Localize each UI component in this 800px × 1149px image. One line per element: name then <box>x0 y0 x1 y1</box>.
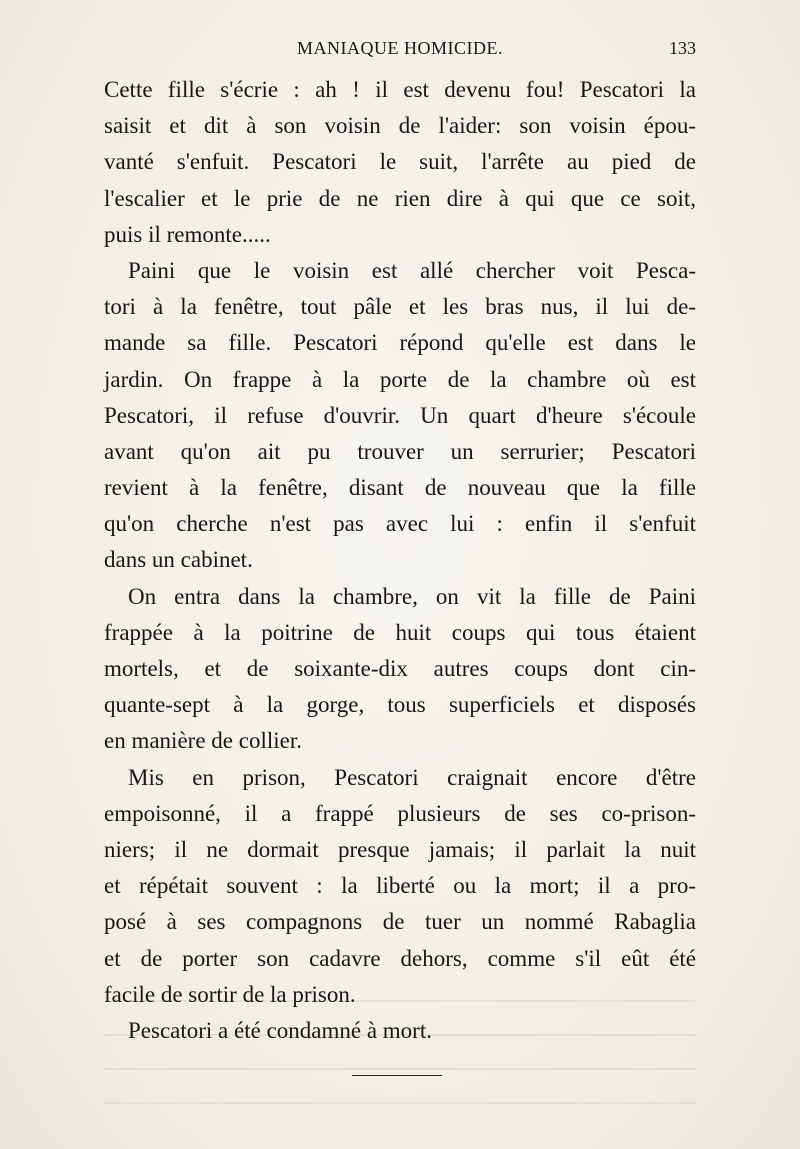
body-text <box>104 72 696 1049</box>
text-line: saisit et dit à son voisin de l'aider: son voisin épou- <box>104 113 696 139</box>
text-line: frappée à la poitrine de huit coups qui tous étaient <box>104 619 696 645</box>
text-line: vanté s'enfuit. Pescatori le suit, l'arrête au pied de <box>104 149 696 175</box>
text-line: qu'on cherche n'est pas avec lui : enfin il s'enfuit <box>104 511 696 537</box>
text-line: Cette fille s'écrie : ah ! il est devenu fou! Pescatori la <box>104 77 696 102</box>
running-title: MANIAQUE HOMICIDE. <box>297 38 503 58</box>
text-line: puis il remonte..... <box>104 221 271 247</box>
text-line: mande sa fille. Pescatori répond qu'elle est dans le <box>104 330 696 356</box>
text-line: dans un cabinet. <box>104 547 253 573</box>
page-number: 133 <box>669 38 696 58</box>
text-line: revient à la fenêtre, disant de nouveau que la fille <box>104 475 696 501</box>
text-line: Mis en prison, Pescatori craignait encore d'être <box>128 764 696 790</box>
page-header <box>104 38 696 62</box>
text-line: empoisonné, il a frappé plusieurs de ses co-prison- <box>104 800 696 826</box>
text-line: On entra dans la chambre, on vit la fille de Paini <box>128 583 696 609</box>
text-line: avant qu'on ait pu trouver un serrurier; Pescatori <box>104 438 696 464</box>
end-rule <box>352 1075 442 1076</box>
text-line: Paini que le voisin est allé chercher voit Pesca- <box>128 257 696 283</box>
text-line: niers; il ne dormait presque jamais; il parlait la nuit <box>104 836 696 862</box>
text-line: mortels, et de soixante-dix autres coups dont cin- <box>104 656 696 681</box>
text-line: et répétait souvent : la liberté ou la mort; il a pro- <box>104 873 696 899</box>
text-line: tori à la fenêtre, tout pâle et les bras nus, il lui de- <box>104 294 696 320</box>
text-line: facile de sortir de la prison. <box>104 981 356 1007</box>
text-line: jardin. On frappe à la porte de la chambre où est <box>104 366 696 392</box>
text-line: quante-sept à la gorge, tous superficiels et disposés <box>104 692 696 718</box>
text-line: posé à ses compagnons de tuer un nommé Rabaglia <box>104 909 696 935</box>
text-line: l'escalier et le prie de ne rien dire à qui que ce soit, <box>104 185 696 211</box>
text-line: et de porter son cadavre dehors, comme s'il eût été <box>104 945 696 971</box>
text-line: en manière de collier. <box>104 728 302 754</box>
text-line: Pescatori a été condamné à mort. <box>128 1017 432 1043</box>
text-line: Pescatori, il refuse d'ouvrir. Un quart d'heure s'écoule <box>104 402 696 428</box>
